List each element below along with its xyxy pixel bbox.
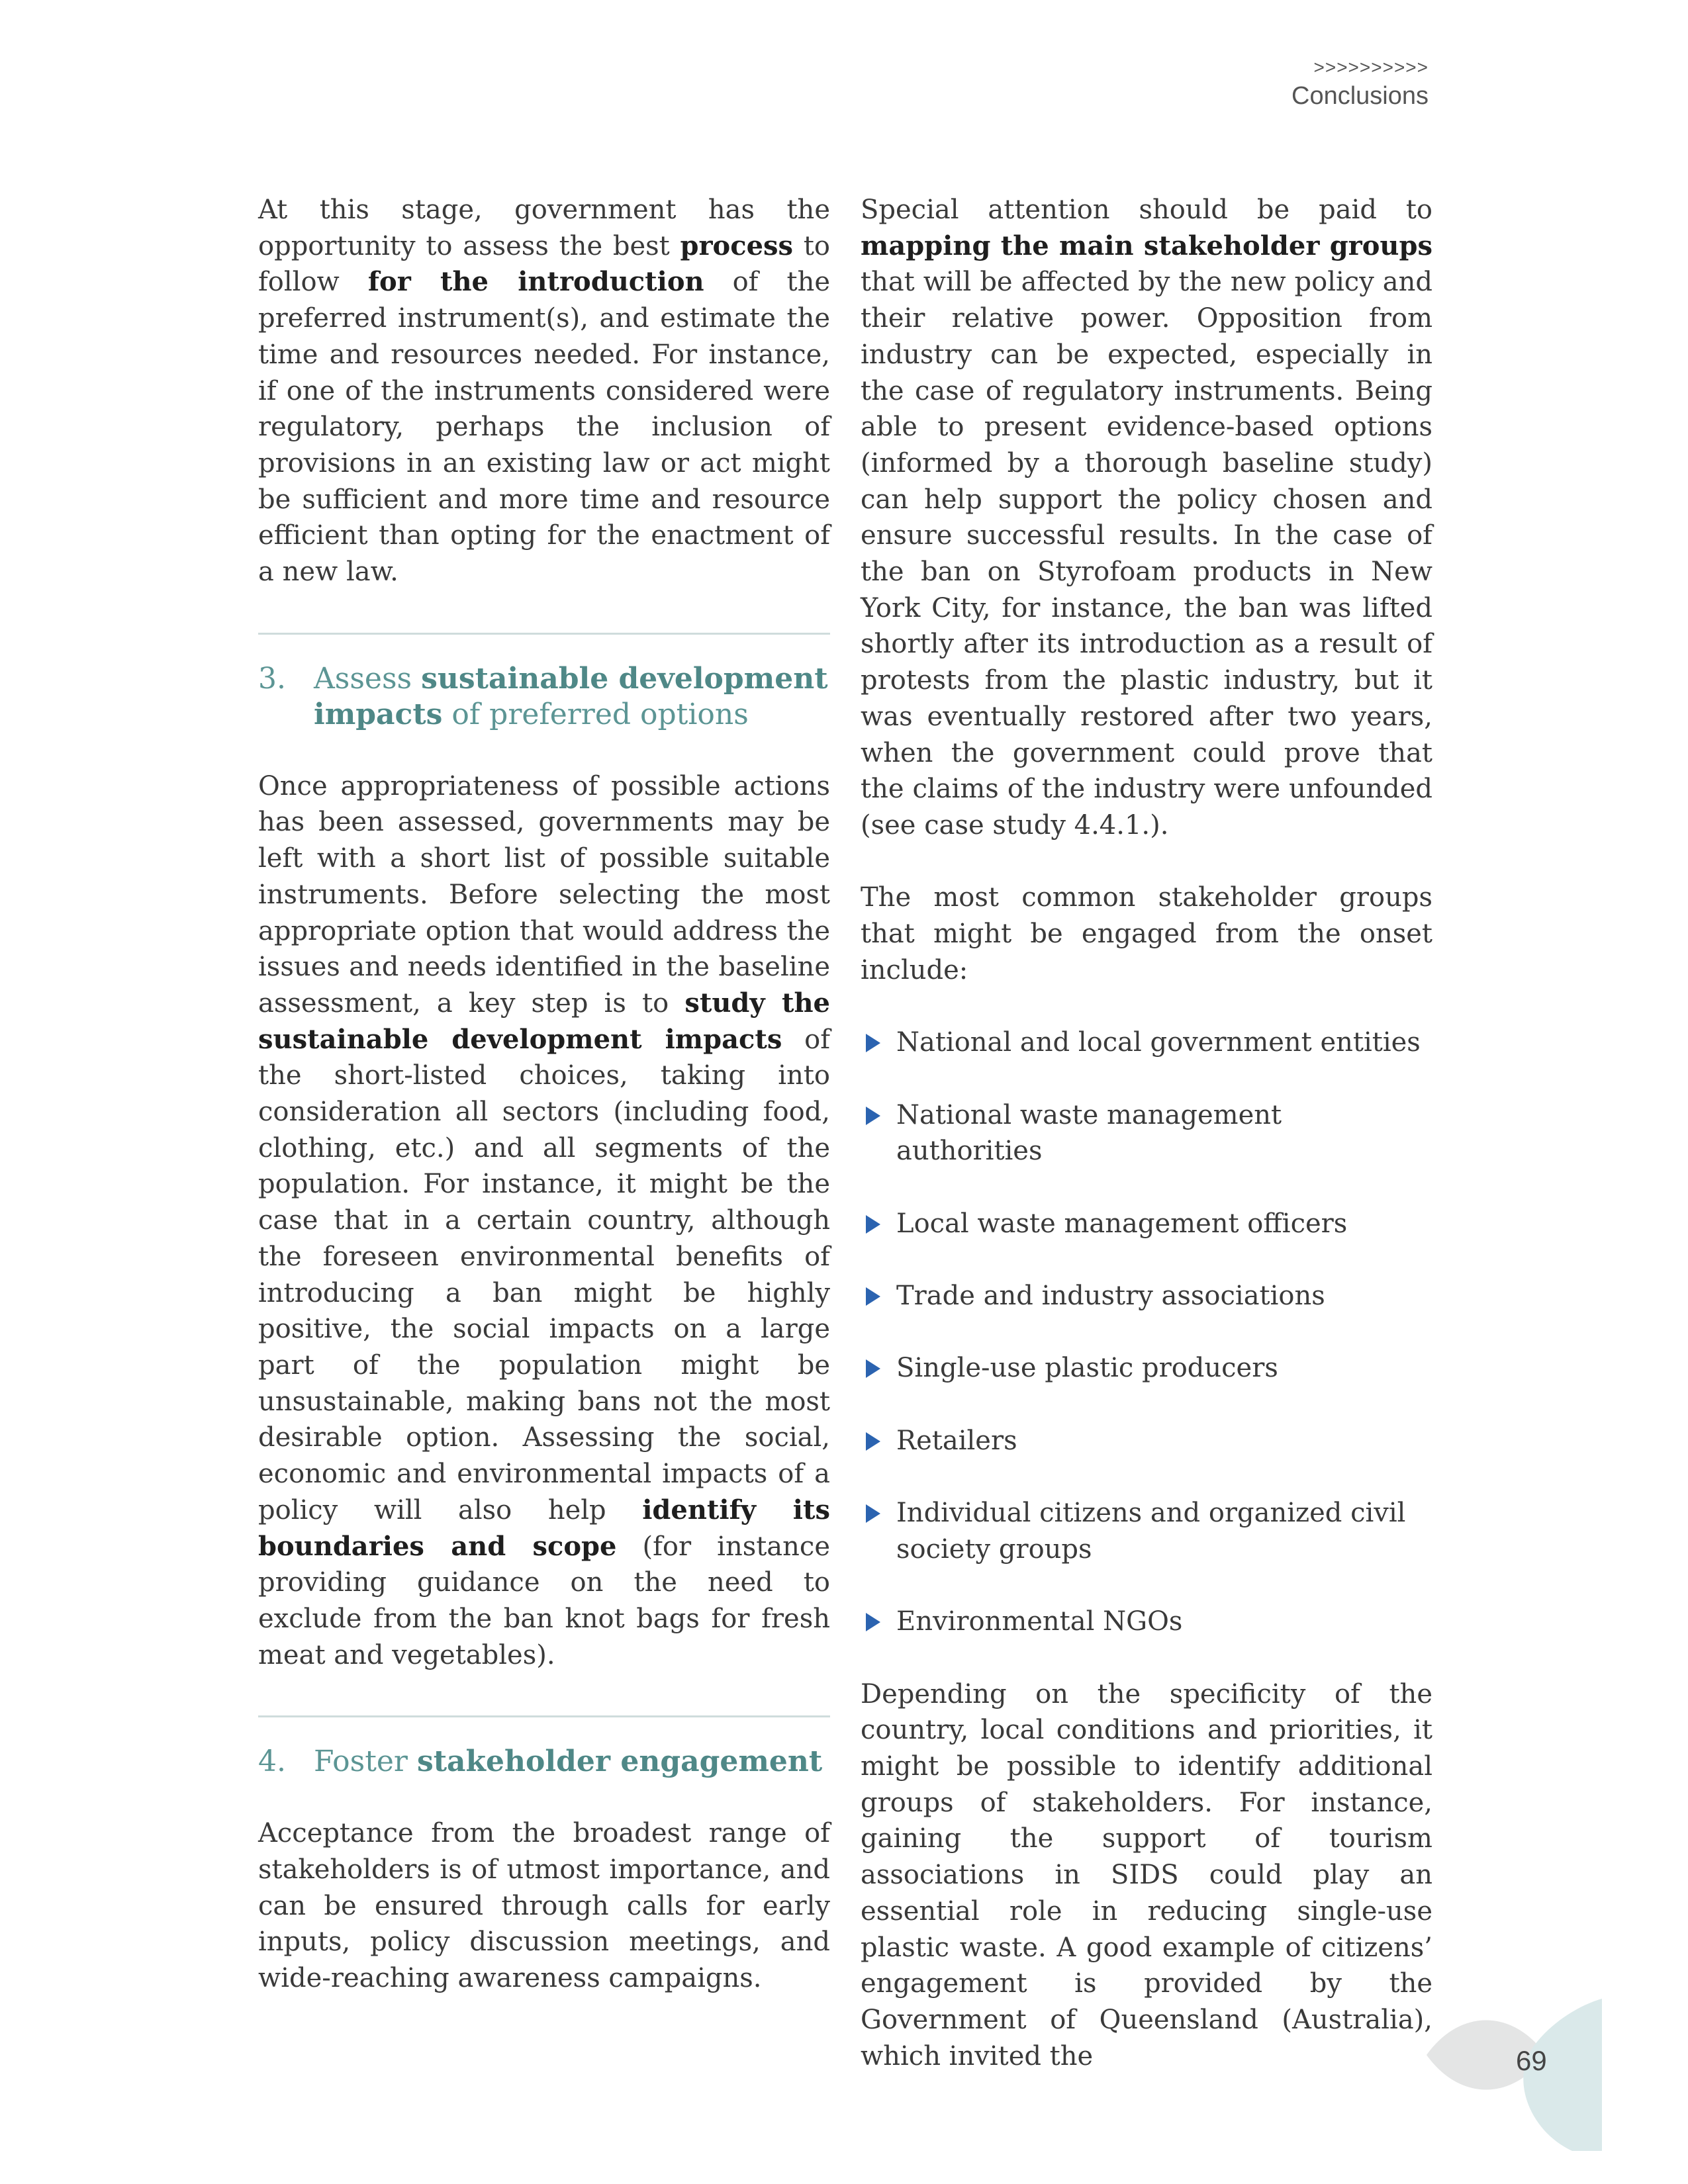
left-column: [258, 192, 830, 1997]
list-item-text: Environmental NGOs: [896, 1606, 1183, 1637]
text-run: to follow: [258, 230, 830, 298]
text-run: At this stage, government has the opportunity to assess the best: [258, 195, 830, 261]
bold-mapping: mapping the main stakeholder groups: [861, 230, 1432, 261]
spacer: [861, 844, 1432, 880]
list-item: [861, 1024, 1432, 1061]
bullet-triangle-icon: [866, 1034, 880, 1052]
list-item-text: Local waste management officers: [896, 1208, 1348, 1239]
heading-3: [258, 661, 830, 733]
heading-text: [314, 661, 830, 733]
text-run: that will be affected by the new policy and their relative power. Opposition from industry can be expected, especially in the case of regulatory instruments. Being able to present evidence-based options (informed by a thorough baseline study) can help support the policy chosen and ensure successful results. In the case of the ban on Styrofoam products in New York City, for instance, the ban was lifted shortly after its introduction as a result of protests from the plastic industry, but it was eventually restored after two years, when the government could prove that the claims of the industry were unfounded (see case study 4.4.1.).: [861, 267, 1432, 841]
list-item: [861, 1278, 1432, 1314]
bullet-triangle-icon: [866, 1613, 880, 1631]
page-number: 69: [1516, 2045, 1547, 2076]
text-run: of the preferred instrument(s), and estimate the time and resources needed. For instance, if one of the instruments considered were regulatory, perhaps the inclusion of provisions in an existing law or act might be sufficient and more time and resource efficient than opting for the enactment of a new law.: [258, 267, 830, 588]
heading-bold: sustainable development impacts: [314, 661, 828, 731]
paragraph-mapping: [861, 192, 1432, 844]
bold-study-impacts: study the sustainable development impacts: [258, 987, 830, 1055]
text-run: Assess: [314, 661, 422, 696]
section-divider: [258, 633, 830, 635]
paragraph-additional-groups: Depending on the specificity of the country, local conditions and priorities, it might be possible to identify additional groups of stakeholders. For instance, gaining the support of tourism associations in SIDS could play an essential role in reducing single-use plastic waste. A good example of citizens’ engagement is provided by the Government of Queensland (Australia), which invited the: [861, 1678, 1432, 2071]
text-run: (for instance providing guidance on the need to exclude from the ban knot bags for fresh meat and vegetables).: [258, 1531, 830, 1670]
bullet-triangle-icon: [866, 1215, 880, 1234]
list-item-text: Retailers: [896, 1425, 1017, 1456]
paragraph-impacts: [258, 768, 830, 1674]
text-run: Foster: [314, 1745, 417, 1779]
heading-number: 3.: [258, 661, 286, 696]
list-item: [861, 1495, 1432, 1567]
list-item: [861, 1423, 1432, 1459]
bullet-triangle-icon: [866, 1432, 880, 1451]
bold-introduction: for the introduction: [367, 266, 704, 298]
stakeholder-list: [861, 1024, 1432, 1640]
spacer: [861, 988, 1432, 1024]
list-item-text: National waste management authorities: [896, 1099, 1282, 1167]
paragraph-process: [258, 192, 830, 590]
text-run: of the short-listed choices, taking into consideration all sectors (including food, clothing, etc.) and all segments of the population. For instance, it might be the case that in a certain country, although the foreseen environmental benefits of introducing a ban might be highly positive, the social impacts on a large part of the population might be unsustainable, making bans not the most desirable option. Assessing the social, economic and environmental impacts of a policy will also help: [258, 1024, 831, 1525]
list-item-text: Individual citizens and organized civil society groups: [896, 1498, 1406, 1565]
header-arrows: >>>>>>>>>>: [1313, 57, 1429, 77]
list-item: [861, 1350, 1432, 1387]
bold-process: process: [680, 230, 794, 261]
list-item-text: National and local government entities: [896, 1027, 1421, 1058]
text-run: of preferred options: [442, 697, 749, 731]
section-divider: [258, 1715, 830, 1717]
text-run: Once appropriateness of possible actions has been assessed, governments may be left with a short list of possible suitable instruments. Before selecting the most appropriate option that would address the issues and needs identified in the baseline assessment, a key step is to: [258, 770, 830, 1019]
paragraph-acceptance: Acceptance from the broadest range of stakeholders is of utmost importance, and can be ensured through calls for early inputs, policy discussion meetings, and wide-reaching awareness campaigns.: [258, 1818, 830, 1994]
list-item: [861, 1206, 1432, 1242]
bullet-triangle-icon: [866, 1359, 880, 1378]
heading-text: [314, 1744, 822, 1780]
heading-number: 4.: [258, 1745, 286, 1779]
heading-4: [258, 1744, 830, 1780]
list-item: [861, 1097, 1432, 1169]
running-header: [1291, 56, 1429, 113]
paragraph-groups-intro: The most common stakeholder groups that might be engaged from the onset include:: [861, 882, 1432, 985]
list-item: [861, 1604, 1432, 1640]
section-title: Conclusions: [1291, 82, 1429, 110]
text-run: Special attention should be paid to: [861, 195, 1432, 225]
bullet-triangle-icon: [866, 1287, 880, 1306]
list-item-text: Single-use plastic producers: [896, 1353, 1278, 1384]
heading-bold: stakeholder engagement: [416, 1745, 823, 1779]
bullet-triangle-icon: [866, 1504, 880, 1523]
list-item-text: Trade and industry associations: [896, 1281, 1325, 1312]
right-column: [861, 192, 1432, 2074]
bold-boundaries: identify its boundaries and scope: [258, 1494, 830, 1562]
bullet-triangle-icon: [866, 1107, 880, 1125]
